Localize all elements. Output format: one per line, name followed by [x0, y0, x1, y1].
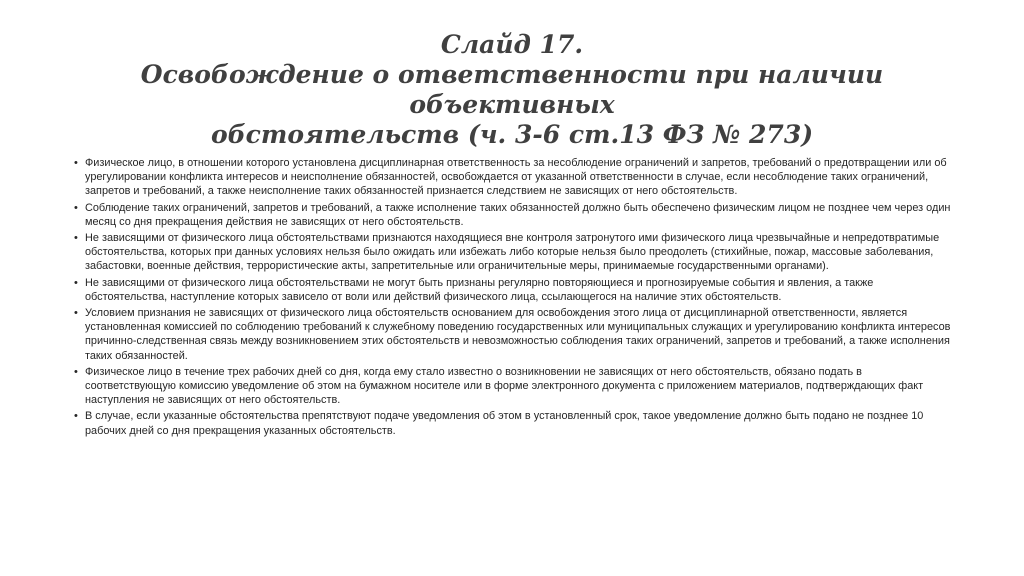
bullet-item [74, 409, 954, 437]
slide-title [60, 30, 964, 150]
slide-title-line-2: Освобождение о ответственности при наличии объективных [140, 60, 884, 119]
bullet-icon: • [74, 157, 78, 169]
bullet-list [74, 156, 954, 440]
bullet-item [74, 365, 954, 408]
bullet-text: Физическое лицо в течение трех рабочих дней со дня, когда ему стало известно о возникновении не зависящих от него обстоятельств, обязано подать в соответствующую комиссию уведомление об этом на бумажном носителе или в форме электронного документа с приложением материалов, подтверждающих факт наступления не зависящих от него обстоятельств. [85, 365, 924, 407]
bullet-text: Не зависящими от физического лица обстоятельствами признаются находящиеся вне контроля затронутого ими физического лица чрезвычайные и непредотвратимые обстоятельства, которых при данных условиях нельзя было ожидать или избежать либо которые нельзя было преодолеть (стихийные, пожар, массовые заболевания, забастовки, военные действия, террористические акты, запретительные или ограничительные меры, принимаемые государственными органами). [85, 232, 940, 273]
bullet-icon: • [74, 232, 78, 245]
bullet-text: Условием признания не зависящих от физического лица обстоятельств основанием для освобождения этого лица от дисциплинарной ответственности, является установленная комиссией по соблюдению требований к служебному поведению государственных или муниципальных служащих и урегулированию конфликта интересов причинно-следственная связь между возникновением этих обстоятельств и невозможностью соблюдения таких ограничений, запретов и требований, а также исполнения таких обязанностей. [85, 307, 951, 362]
bullet-item [74, 156, 954, 199]
bullet-item [74, 201, 954, 229]
bullet-icon: • [74, 276, 78, 289]
bullet-icon: • [74, 307, 78, 320]
bullet-item [74, 276, 954, 304]
bullet-text: В случае, если указанные обстоятельства препятствуют подаче уведомления об этом в установленный срок, такое уведомление должно быть подано не позднее 10 рабочих дней со дня прекращения указанных обстоятельств. [85, 410, 924, 437]
bullet-text: Соблюдение таких ограничений, запретов и требований, а также исполнение таких обязанностей должно быть обеспечено физическим лицом не позднее чем через один месяц со дня прекращения действия не зависящих от него обстоятельств. [85, 201, 951, 228]
bullet-icon: • [74, 365, 78, 378]
bullet-item [74, 231, 954, 274]
bullet-item [74, 306, 954, 363]
slide-title-line-3: обстоятельств (ч. 3-6 ст.13 ФЗ № 273) [210, 120, 814, 149]
bullet-text: Физическое лицо, в отношении которого установлена дисциплинарная ответственность за несоблюдение ограничений и запретов, требований о предотвращении или об урегулировании конфликта интересов и неисполнение обязанностей, освобождается от указанной ответственности в случае, если несоблюдение таких ограничений, запретов и требований, а также неисполнение таких обязанностей признается следствием не зависящих от него обстоятельств. [85, 157, 947, 198]
bullet-icon: • [74, 410, 78, 423]
bullet-text: Не зависящими от физического лица обстоятельствами не могут быть признаны регулярно повторяющиеся и прогнозируемые события и явления, а также обстоятельства, наступление которых зависело от воли или действий физического лица, ссылающегося на наличие этих обстоятельств. [85, 276, 874, 303]
slide-title-line-1: Слайд 17. [440, 30, 584, 59]
bullet-icon: • [74, 201, 78, 214]
